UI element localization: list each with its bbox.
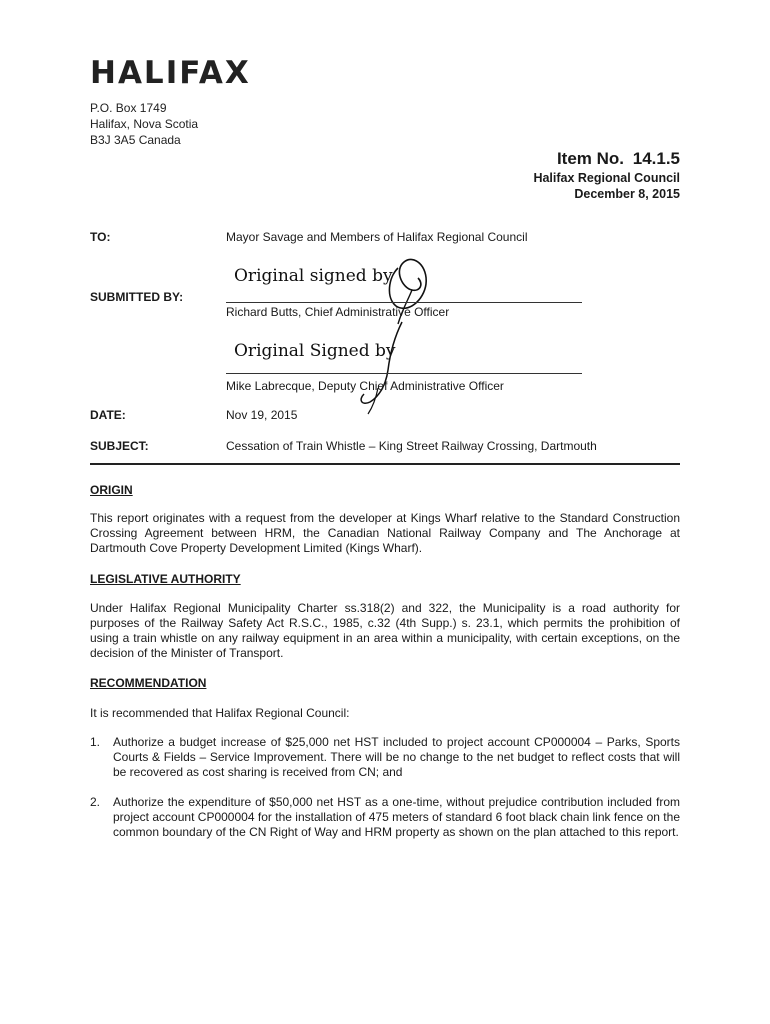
- header-divider: [90, 463, 680, 465]
- signature-text: Original Signed by: [234, 341, 396, 361]
- mailing-address: [90, 100, 198, 148]
- item-block: [533, 148, 680, 202]
- address-line: B3J 3A5 Canada: [90, 133, 181, 147]
- signer-name: Mike Labrecque, Deputy Chief Administrative Officer: [226, 379, 504, 393]
- council-name: Halifax Regional Council: [533, 171, 680, 185]
- submitted-by-label: SUBMITTED BY:: [90, 290, 184, 304]
- meeting-date: December 8, 2015: [574, 187, 680, 201]
- recommendation-intro: It is recommended that Halifax Regional Council:: [90, 706, 350, 720]
- list-number: 2.: [90, 795, 101, 809]
- origin-heading: ORIGIN: [90, 483, 133, 497]
- date-label: DATE:: [90, 408, 126, 422]
- date-value: Nov 19, 2015: [226, 408, 298, 422]
- recommendation-heading: RECOMMENDATION: [90, 676, 207, 690]
- signature-mark-icon: [350, 318, 410, 418]
- legislative-text: Under Halifax Regional Municipality Charter ss.318(2) and 322, the Municipality is a road authority for purposes of the Railway Safety Act R.S.C., 1985, c.32 (4th Supp.) s. 23.1, which permits the prohibition of using a train whistle on any railway equipment in an area within a municipality, with certain exceptions, on the decision of the Minister of Transport.: [90, 601, 680, 660]
- list-text: Authorize the expenditure of $50,000 net HST as a one-time, without prejudice contribution included from project account CP000004 for the installation of 475 meters of standard 6 foot black chain link fence on the common boundary of the CN Right of Way and HRM property as shown on the plan attached to this report.: [113, 795, 680, 839]
- item-number: [533, 148, 680, 170]
- legislative-heading: LEGISLATIVE AUTHORITY: [90, 572, 241, 586]
- signature-line: [226, 373, 582, 374]
- address-line: P.O. Box 1749: [90, 101, 167, 115]
- signature-text: Original signed by: [234, 266, 393, 286]
- signature-line: [226, 302, 582, 303]
- subject-label: SUBJECT:: [90, 439, 149, 453]
- list-text: Authorize a budget increase of $25,000 net HST included to project account CP000004 – Parks, Sports Courts & Fields – Service Improvement. There will be no change to the net budget to reflect costs that will be recovered as cost sharing is received from CN; and: [113, 735, 680, 779]
- address-line: Halifax, Nova Scotia: [90, 117, 199, 131]
- list-number: 1.: [90, 735, 101, 749]
- item-value: 14.1.5: [632, 149, 680, 168]
- to-label: TO:: [90, 230, 111, 244]
- signer-name: Richard Butts, Chief Administrative Officer: [226, 305, 450, 319]
- item-label: Item No.: [556, 149, 624, 168]
- halifax-logo: HALIFAX: [90, 55, 251, 91]
- to-value: Mayor Savage and Members of Halifax Regional Council: [226, 230, 528, 244]
- subject-value: Cessation of Train Whistle – King Street Railway Crossing, Dartmouth: [226, 439, 597, 453]
- origin-text: This report originates with a request from the developer at Kings Wharf relative to the Standard Construction Crossing Agreement between HRM, the Canadian National Railway Company and The Anchorage at Dartmouth Cove Property Development Limited (Kings Wharf).: [90, 511, 680, 555]
